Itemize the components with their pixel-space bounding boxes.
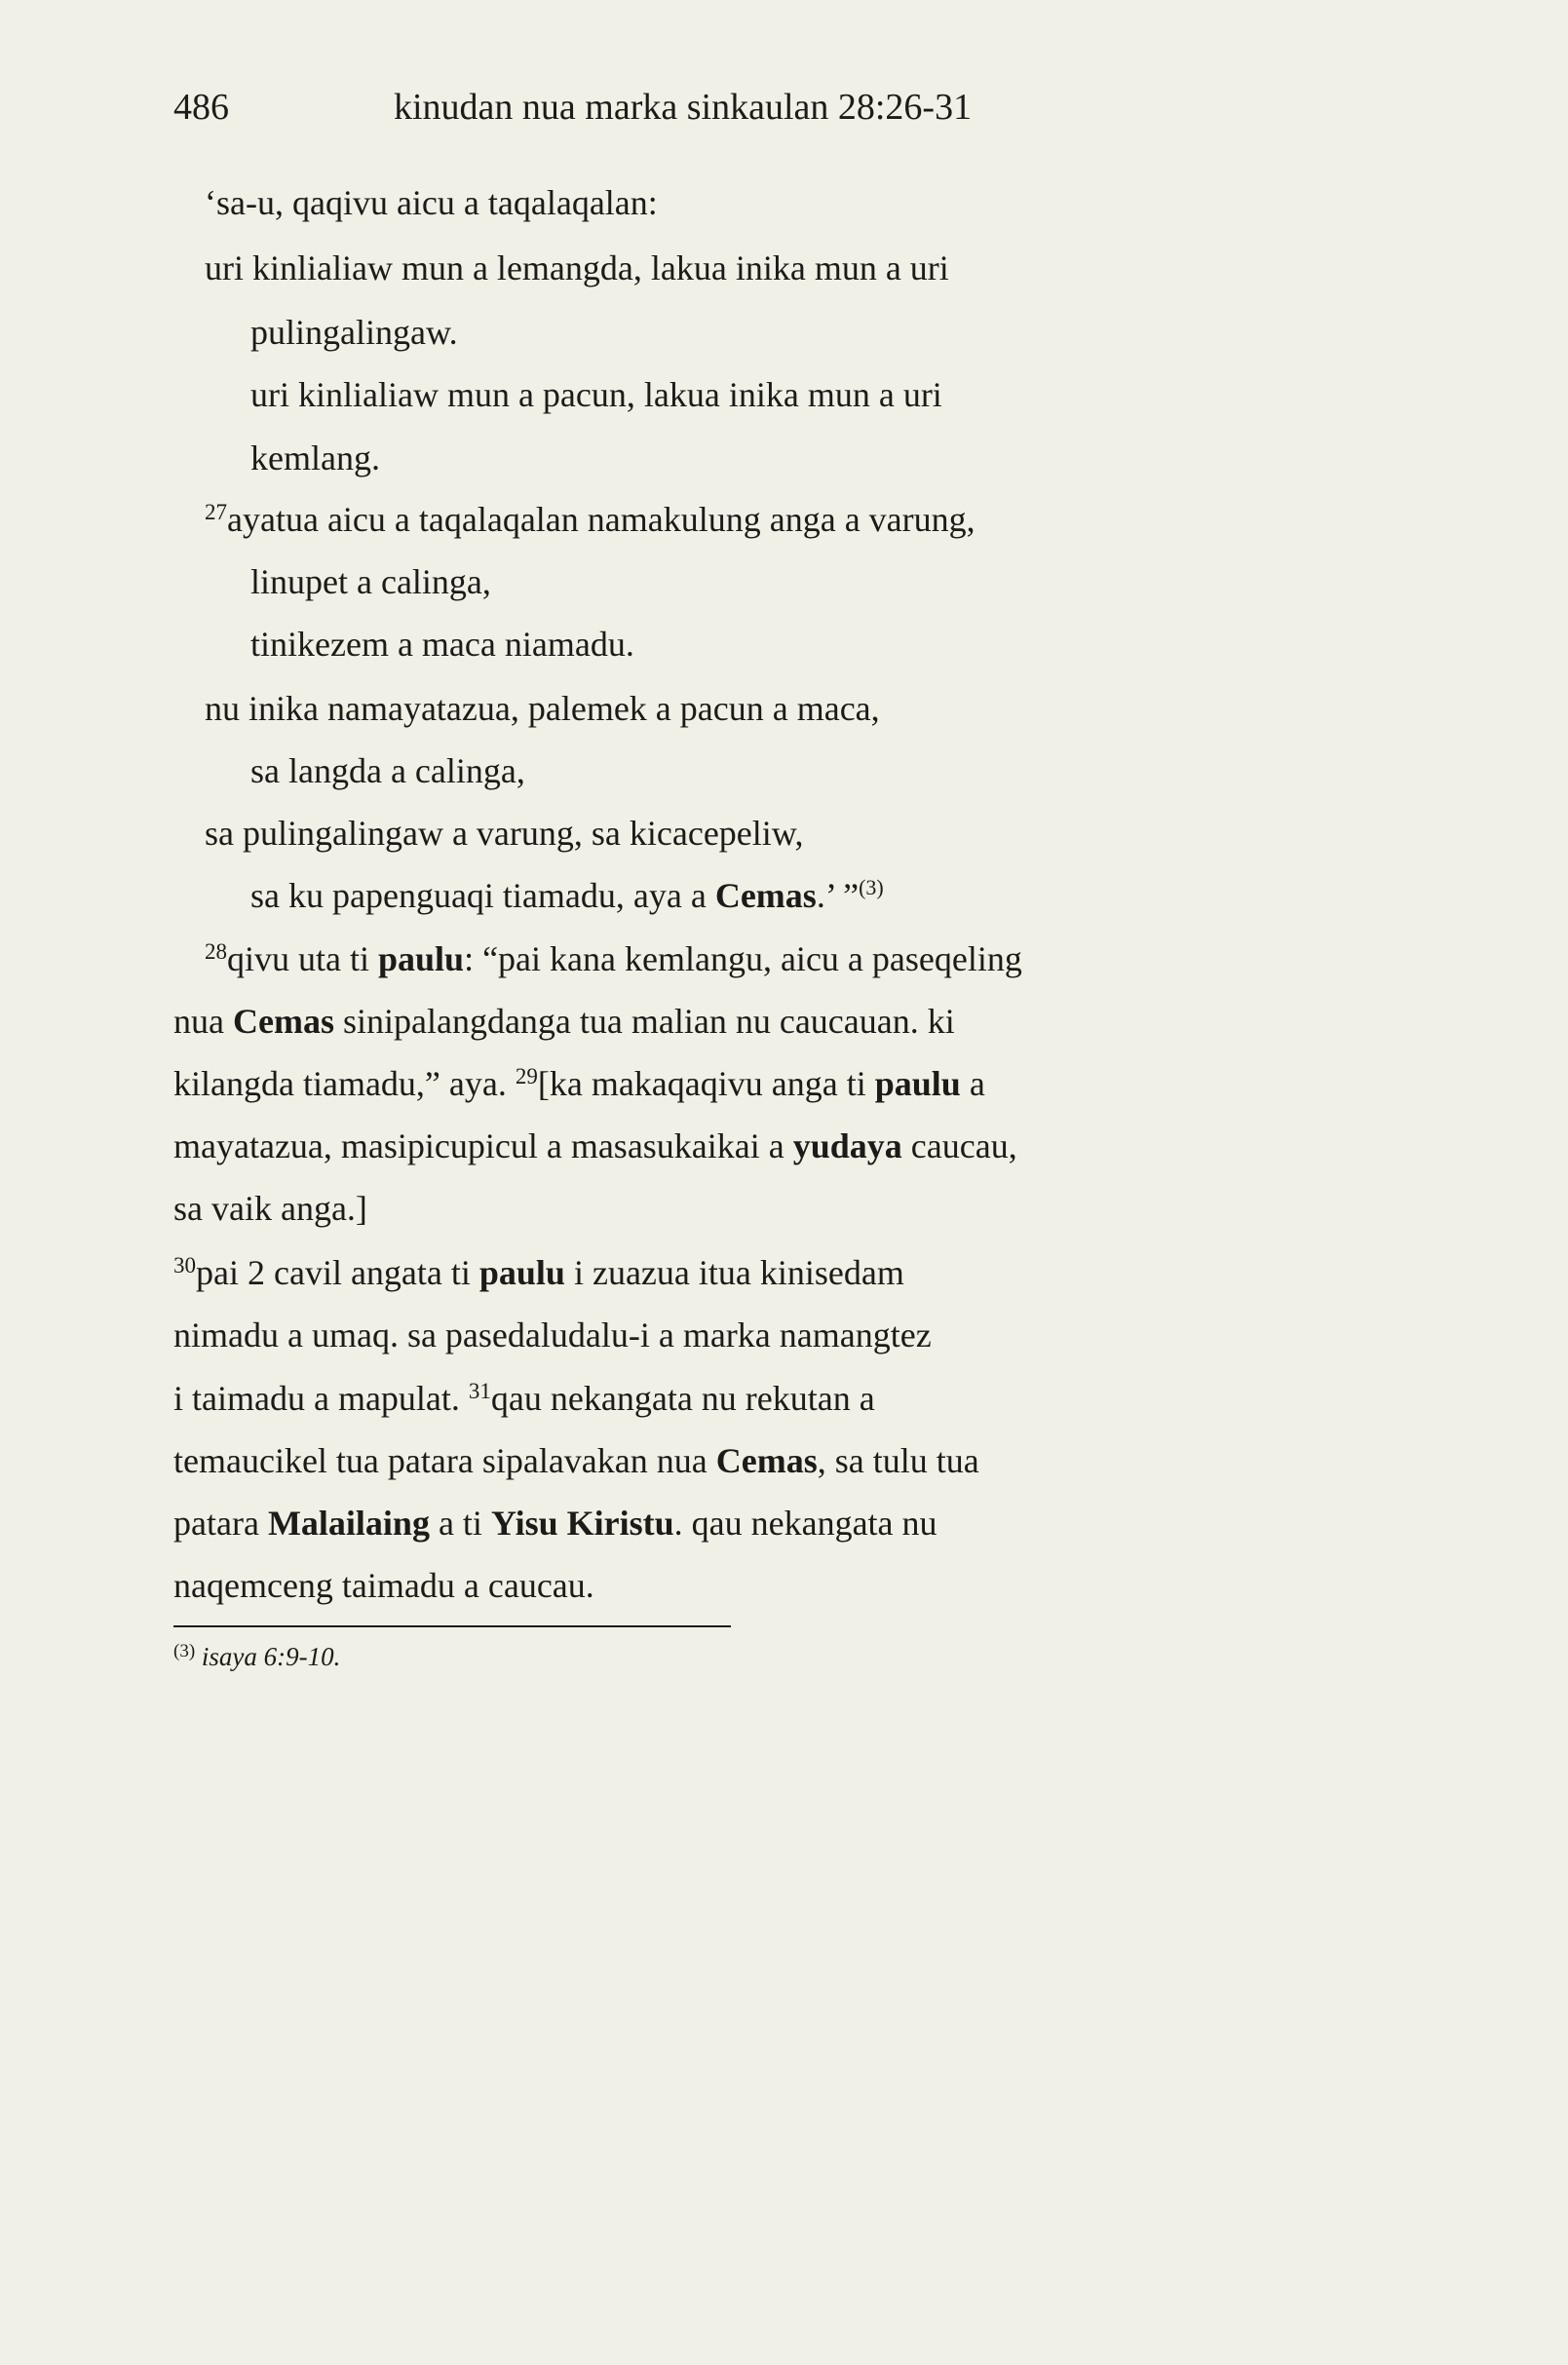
footnote (173, 1639, 340, 1674)
running-header (173, 86, 1392, 140)
prose-line: $^{30}$pai 2 cavil angata ti paulu i zuazua itua kinisedam (173, 1253, 904, 1292)
prose-line: temaucikel tua patara sipalavakan nua Cemas, sa tulu tua (173, 1441, 979, 1480)
prose-line: nua Cemas sinipalangdanga tua malian nu caucauan. ki (173, 1002, 955, 1041)
poem-line: uri kinlialiaw mun a pacun, lakua inika mun a uri (250, 375, 942, 414)
verse-number: 31 (468, 1379, 491, 1403)
poem-line: kemlang. (250, 439, 380, 477)
running-title: kinudan nua marka sinkaulan 28:26-31 (394, 87, 973, 128)
prose-line: sa vaik anga.] (173, 1189, 367, 1228)
verse-number: 30 (173, 1253, 196, 1278)
verse-number: 28 (205, 939, 227, 964)
poem-line: ‘sa-u, qaqivu aicu a taqalaqalan: (205, 183, 658, 222)
prose-line: nimadu a umaq. sa pasedaludalu-i a marka namangtez (173, 1316, 932, 1354)
prose-line: kilangda tiamadu,” aya. $^{29}$[ka makaqaqivu anga ti paulu a (173, 1064, 985, 1103)
prose-line: mayatazua, masipicupicul a masasukaikai a yudaya caucau, (173, 1126, 1017, 1165)
poem-line: pulingalingaw. (250, 313, 458, 352)
footnote-divider (173, 1625, 731, 1627)
footnote-reference: (3) (859, 875, 884, 899)
footnote-mark: (3) (173, 1641, 196, 1661)
poem-line: sa pulingalingaw a varung, sa kicacepeliw, (205, 814, 804, 853)
poem-line: tinikezem a maca niamadu. (250, 625, 634, 664)
verse-27-line: $^{27}$ayatua aicu a taqalaqalan namakulung anga a varung, (205, 500, 975, 539)
footnote-text: isaya 6:9-10. (201, 1642, 341, 1671)
poem-line: nu inika namayatazua, palemek a pacun a maca, (205, 689, 880, 728)
bold-name: Cemas (714, 876, 817, 915)
prose-line: $^{28}$qivu uta ti paulu: “pai kana kemlangu, aicu a paseqeling (205, 939, 1022, 978)
poem-line: uri kinlialiaw mun a lemangda, lakua inika mun a uri (205, 248, 949, 287)
prose-line: i taimadu a mapulat. $^{31}$qau nekangata nu rekutan a (173, 1379, 875, 1418)
verse-number: 27 (205, 500, 227, 524)
prose-line: naqemceng taimadu a caucau. (173, 1566, 594, 1605)
poem-line: sa langda a calinga, (250, 751, 525, 790)
poem-line: sa ku papenguaqi tiamadu, aya a Cemas.’ ”$^{(3)}$ (250, 875, 884, 915)
verse-number: 29 (515, 1064, 538, 1088)
page-number: 486 (173, 87, 229, 128)
poem-line: linupet a calinga, (250, 562, 491, 601)
prose-line: patara Malailaing a ti Yisu Kiristu. qau nekangata nu (173, 1504, 937, 1543)
